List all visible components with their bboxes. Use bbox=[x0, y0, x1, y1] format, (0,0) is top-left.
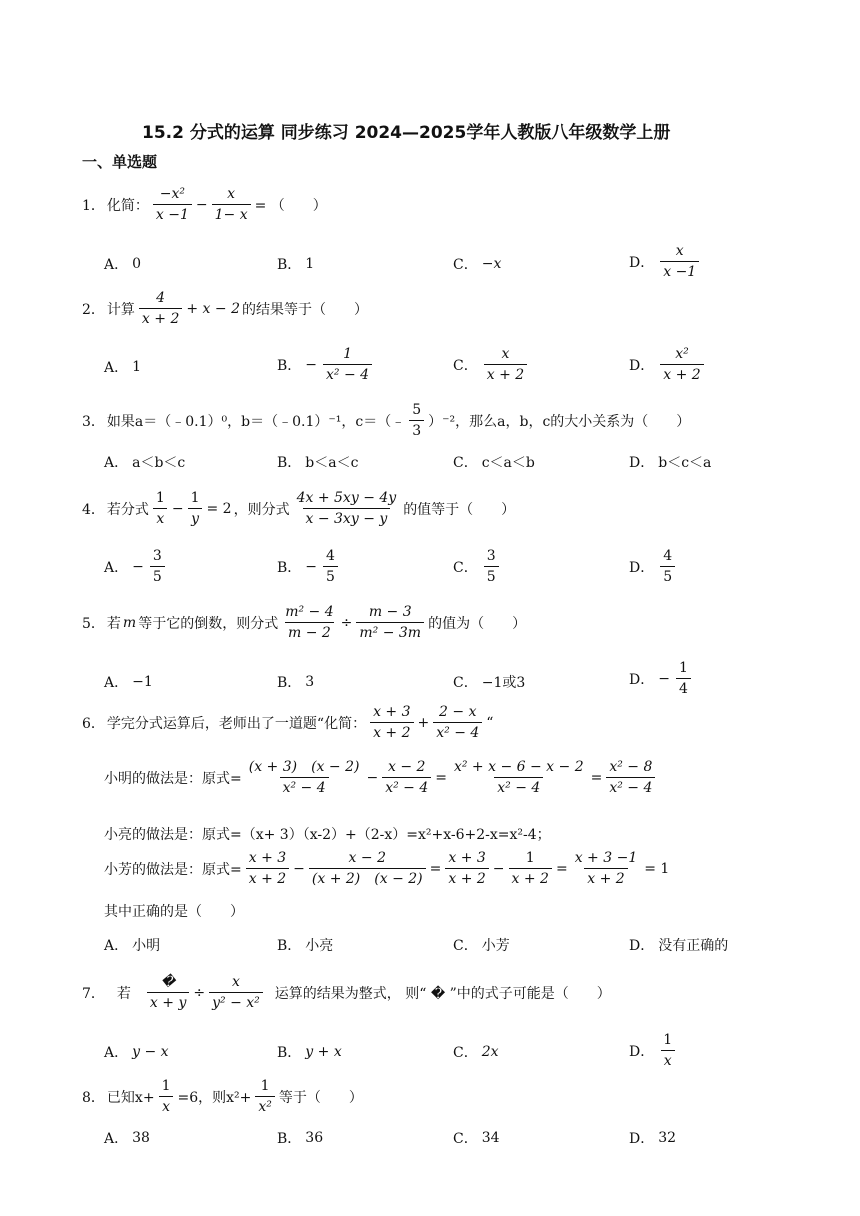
option-a[interactable] bbox=[104, 1042, 169, 1062]
question-number: 6． bbox=[82, 715, 105, 732]
question-tail: 的结果等于（ ） bbox=[241, 301, 368, 318]
option-text: A． bbox=[104, 559, 129, 576]
question-text: 若分式 bbox=[106, 501, 149, 518]
option-text: D． bbox=[629, 559, 655, 576]
question-tail: 的值等于（ ） bbox=[403, 501, 516, 518]
option-text: D． bbox=[629, 938, 655, 954]
denominator: 3 bbox=[409, 420, 424, 439]
option-text: x + 2 bbox=[660, 364, 703, 383]
option-b[interactable] bbox=[277, 452, 358, 472]
numerator: x − 2 bbox=[348, 850, 386, 866]
option-text: B． bbox=[277, 938, 302, 954]
question-number: 7． bbox=[82, 985, 105, 1002]
operator: − bbox=[366, 769, 379, 786]
fraction bbox=[212, 186, 251, 223]
option-text: a＜b＜c bbox=[132, 455, 186, 471]
question-2 bbox=[82, 290, 368, 327]
option-c[interactable] bbox=[453, 1042, 499, 1062]
option-text: 小亮 bbox=[305, 938, 334, 954]
fraction bbox=[147, 974, 189, 1011]
operator: = 2 bbox=[206, 500, 232, 517]
numerator: 1 bbox=[161, 1078, 171, 1094]
operator: = bbox=[435, 769, 447, 786]
numerator: x − 2 bbox=[387, 759, 426, 775]
option-text: 3 bbox=[305, 674, 315, 690]
option-d[interactable] bbox=[629, 452, 711, 472]
operator: = bbox=[429, 860, 442, 877]
question-tail: 等于（ ） bbox=[278, 1089, 363, 1106]
numerator: x² + x − 6 − x − 2 bbox=[453, 759, 584, 775]
option-text: y + x bbox=[305, 1044, 342, 1060]
numerator: m − 3 bbox=[368, 604, 412, 620]
question-text: 化简： bbox=[106, 197, 149, 214]
question-tail: “ bbox=[486, 714, 494, 731]
option-text: C． bbox=[453, 455, 478, 471]
denominator: y bbox=[188, 508, 202, 527]
option-a[interactable] bbox=[104, 254, 141, 274]
question-number: 5． bbox=[82, 615, 105, 632]
fraction bbox=[382, 759, 431, 796]
question-text: 已知x+ bbox=[106, 1089, 155, 1106]
option-text: 3 bbox=[486, 548, 496, 564]
question-6-prompt: 其中正确的是（ ） bbox=[104, 904, 244, 920]
fraction bbox=[159, 1078, 174, 1115]
option-b[interactable] bbox=[277, 672, 314, 692]
fraction bbox=[572, 850, 641, 887]
option-b[interactable] bbox=[277, 548, 340, 585]
option-text: 0 bbox=[132, 256, 142, 272]
option-text: D． bbox=[629, 455, 655, 471]
question-text: 若 bbox=[116, 985, 131, 1002]
option-text: x² − 4 bbox=[323, 364, 372, 383]
question-5 bbox=[82, 604, 526, 641]
option-text: 2x bbox=[481, 1044, 499, 1060]
fraction bbox=[451, 759, 587, 796]
question-text: =6，则x²+ bbox=[177, 1089, 252, 1106]
option-b[interactable] bbox=[277, 1128, 323, 1148]
question-tail: ）⁻²，那么a，b，c的大小关系为（ ） bbox=[428, 413, 691, 430]
denominator: x² − 4 bbox=[494, 777, 543, 796]
option-text: D． bbox=[629, 1131, 655, 1147]
question-text: ，则分式 bbox=[233, 501, 290, 518]
option-text: C． bbox=[453, 257, 478, 273]
denominator: x + y bbox=[147, 992, 189, 1011]
option-fraction bbox=[150, 548, 165, 585]
fraction bbox=[209, 974, 263, 1011]
option-text: C． bbox=[453, 1131, 478, 1147]
numerator: 1 bbox=[260, 1078, 270, 1094]
question-number: 1． bbox=[82, 197, 105, 214]
denominator: m − 2 bbox=[285, 622, 334, 641]
option-text: 没有正确的 bbox=[658, 938, 729, 954]
question-number: 3． bbox=[82, 413, 105, 430]
option-text: 38 bbox=[132, 1130, 150, 1146]
denominator: x² − 4 bbox=[433, 722, 482, 741]
option-text: b＜c＜a bbox=[658, 455, 712, 471]
option-text: D． bbox=[629, 1043, 655, 1060]
fraction bbox=[606, 759, 655, 796]
option-text: A． bbox=[104, 938, 129, 954]
option-text: 1 bbox=[663, 1032, 673, 1048]
question-tail: 的值为（ ） bbox=[428, 615, 527, 632]
fraction bbox=[509, 850, 552, 887]
fraction bbox=[433, 704, 482, 741]
option-text: x bbox=[501, 346, 510, 362]
option-fraction bbox=[660, 1032, 675, 1069]
option-text: 1 bbox=[343, 346, 353, 362]
question-number: 2． bbox=[82, 301, 105, 318]
option-d[interactable] bbox=[629, 243, 701, 280]
denominator: x −1 bbox=[153, 204, 192, 223]
operator: = bbox=[590, 769, 603, 786]
denominator: 1− x bbox=[212, 204, 251, 223]
option-fraction bbox=[676, 660, 691, 697]
option-text: y − x bbox=[132, 1044, 169, 1060]
option-text: C． bbox=[453, 675, 478, 691]
numerator: � bbox=[160, 974, 176, 990]
option-a[interactable] bbox=[104, 357, 141, 377]
option-fraction bbox=[660, 243, 699, 280]
denominator: x + 2 bbox=[584, 868, 627, 887]
option-b[interactable] bbox=[277, 254, 314, 274]
fraction bbox=[153, 186, 192, 223]
option-text: C． bbox=[453, 357, 478, 374]
option-text: − bbox=[305, 356, 318, 373]
option-text: − bbox=[305, 558, 318, 575]
option-a[interactable] bbox=[104, 1128, 150, 1148]
question-tail: = （ ） bbox=[254, 197, 327, 214]
question-tail: 运算的结果为整式， 则“ � ”中的式子可能是（ ） bbox=[274, 985, 611, 1002]
denominator: x + 2 bbox=[445, 868, 488, 887]
option-text: B． bbox=[277, 1131, 302, 1147]
fraction bbox=[282, 604, 336, 641]
option-c[interactable] bbox=[453, 452, 535, 472]
option-a[interactable] bbox=[104, 548, 167, 585]
numerator: −x² bbox=[159, 186, 186, 202]
fraction bbox=[309, 850, 426, 887]
option-fraction bbox=[323, 346, 372, 383]
question-8 bbox=[82, 1078, 363, 1115]
option-text: A． bbox=[104, 360, 129, 376]
solution-label: 小芳的做法是：原式= bbox=[104, 861, 242, 878]
option-text: C． bbox=[453, 1045, 478, 1061]
option-text: B． bbox=[277, 559, 302, 576]
numerator: 2 − x bbox=[439, 704, 477, 720]
denominator: x² bbox=[255, 1096, 275, 1115]
denominator: x bbox=[153, 508, 167, 527]
denominator: x² − 4 bbox=[606, 777, 655, 796]
option-text: D． bbox=[629, 357, 655, 374]
option-a[interactable] bbox=[104, 935, 160, 955]
option-c[interactable] bbox=[453, 1128, 500, 1148]
fraction bbox=[255, 1078, 275, 1115]
denominator: x² − 4 bbox=[280, 777, 329, 796]
fraction bbox=[153, 490, 168, 527]
option-text: b＜a＜c bbox=[305, 455, 359, 471]
denominator: x − 3xy − y bbox=[303, 508, 391, 527]
option-fraction bbox=[484, 548, 499, 585]
numerator: x + 3 −1 bbox=[574, 850, 638, 866]
fraction bbox=[409, 402, 424, 439]
numerator: x² − 8 bbox=[609, 759, 653, 775]
option-fraction bbox=[660, 346, 703, 383]
numerator: 5 bbox=[412, 402, 422, 418]
denominator: x + 2 bbox=[509, 868, 552, 887]
option-text: x −1 bbox=[660, 261, 699, 280]
denominator: (x + 2) (x − 2) bbox=[309, 868, 426, 887]
fraction bbox=[356, 604, 424, 641]
option-text: − bbox=[132, 558, 144, 575]
operator: − bbox=[293, 860, 305, 877]
option-text: 1 bbox=[305, 256, 315, 272]
operator: = 1 bbox=[644, 860, 670, 877]
operator: = bbox=[555, 860, 568, 877]
option-text: 小芳 bbox=[481, 938, 510, 954]
xiaofang-solution bbox=[104, 850, 669, 887]
option-text: x bbox=[661, 1050, 675, 1069]
fraction bbox=[445, 850, 488, 887]
option-text: 32 bbox=[658, 1130, 677, 1146]
option-c[interactable] bbox=[453, 346, 529, 383]
question-4 bbox=[82, 490, 515, 527]
option-b[interactable] bbox=[277, 1042, 342, 1062]
option-text: − bbox=[658, 670, 670, 687]
operator: − bbox=[171, 500, 184, 517]
option-fraction bbox=[484, 346, 527, 383]
numerator: 1 bbox=[525, 850, 535, 866]
denominator: y² − x² bbox=[209, 992, 263, 1011]
question-text: 计算 bbox=[106, 301, 135, 318]
option-text: B． bbox=[277, 455, 302, 471]
operator: + bbox=[417, 714, 430, 731]
option-text: −1或3 bbox=[481, 675, 526, 691]
option-text: x² bbox=[675, 346, 689, 362]
option-text: 4 bbox=[326, 548, 335, 564]
option-text: 5 bbox=[323, 566, 338, 585]
option-text: 5 bbox=[150, 566, 165, 585]
operator: − bbox=[492, 860, 505, 877]
option-text: A． bbox=[104, 1045, 129, 1061]
option-text: D． bbox=[629, 254, 655, 271]
denominator: x + 2 bbox=[139, 308, 182, 327]
question-1 bbox=[82, 186, 327, 223]
operator: − bbox=[195, 196, 208, 213]
numerator: x bbox=[227, 186, 236, 202]
option-text: A． bbox=[104, 1131, 129, 1147]
fraction bbox=[370, 704, 413, 741]
numerator: x + 3 bbox=[248, 850, 287, 866]
option-text: B． bbox=[277, 357, 302, 374]
option-text: 34 bbox=[481, 1130, 500, 1146]
option-text: c＜a＜b bbox=[481, 455, 535, 471]
xiaoliang-solution: 小亮的做法是：原式=（x+ 3）（x-2）+（2-x）=x²+x-6+2-x=x²-4； bbox=[104, 827, 551, 843]
option-b[interactable] bbox=[277, 346, 374, 383]
option-text: 1 bbox=[132, 359, 142, 375]
numerator: x bbox=[231, 974, 240, 990]
numerator: 4 bbox=[156, 290, 166, 306]
option-text: 4 bbox=[676, 678, 691, 697]
option-d[interactable] bbox=[629, 1128, 676, 1148]
question-text: 若 bbox=[106, 615, 121, 632]
option-c[interactable] bbox=[453, 254, 501, 274]
question-text: 如果a＝（﹣0.1）⁰，b＝（﹣0.1）⁻¹，c＝（﹣ bbox=[106, 413, 406, 430]
option-fraction bbox=[660, 548, 675, 585]
fraction bbox=[139, 290, 182, 327]
operator: ÷ bbox=[340, 614, 353, 631]
fraction bbox=[246, 759, 363, 796]
option-text: B． bbox=[277, 1045, 302, 1061]
option-d[interactable] bbox=[629, 660, 693, 697]
option-c[interactable] bbox=[453, 548, 501, 585]
numerator: x + 3 bbox=[448, 850, 486, 866]
option-text: x bbox=[675, 243, 684, 259]
option-c[interactable] bbox=[453, 672, 525, 692]
option-a[interactable] bbox=[104, 452, 185, 472]
question-3 bbox=[82, 402, 690, 439]
operator: ÷ bbox=[193, 984, 206, 1001]
numerator: 1 bbox=[190, 490, 200, 506]
option-d[interactable] bbox=[629, 935, 728, 955]
denominator: x² − 4 bbox=[382, 777, 431, 796]
question-text: 等于它的倒数，则分式 bbox=[138, 615, 279, 632]
option-text: 小明 bbox=[132, 938, 161, 954]
fraction bbox=[246, 850, 289, 887]
page-title: 15.2 分式的运算 同步练习 2024—2025学年人教版八年级数学上册 bbox=[142, 123, 671, 143]
option-text: 36 bbox=[305, 1130, 324, 1146]
option-c[interactable] bbox=[453, 935, 510, 955]
question-number: 4． bbox=[82, 501, 105, 518]
option-d[interactable] bbox=[629, 548, 677, 585]
question-7 bbox=[82, 974, 611, 1011]
question-number: 8． bbox=[82, 1089, 105, 1106]
denominator: m² − 3m bbox=[356, 622, 424, 641]
option-text: −1 bbox=[132, 674, 153, 690]
option-text: 1 bbox=[678, 660, 688, 676]
numerator: x + 3 bbox=[373, 704, 411, 720]
option-text: 4 bbox=[663, 548, 673, 564]
option-a[interactable] bbox=[104, 672, 153, 692]
option-text: D． bbox=[629, 671, 655, 688]
option-text: 5 bbox=[484, 566, 499, 585]
option-b[interactable] bbox=[277, 935, 333, 955]
denominator: x + 2 bbox=[370, 722, 413, 741]
option-text: B． bbox=[277, 257, 302, 273]
solution-label: 小明的做法是：原式= bbox=[104, 770, 242, 787]
fraction bbox=[294, 490, 400, 527]
option-text: A． bbox=[104, 675, 129, 691]
question-text: 学完分式运算后，老师出了一道题“化简： bbox=[106, 715, 367, 732]
option-text: 5 bbox=[660, 566, 675, 585]
denominator: x bbox=[159, 1096, 173, 1115]
option-text: −x bbox=[481, 256, 502, 272]
option-text: 3 bbox=[152, 548, 162, 564]
option-text: C． bbox=[453, 559, 478, 576]
option-text: B． bbox=[277, 675, 302, 691]
option-text: A． bbox=[104, 257, 129, 273]
numerator: (x + 3) (x − 2) bbox=[248, 759, 360, 775]
expression: + x − 2 bbox=[186, 300, 240, 317]
question-6 bbox=[82, 704, 493, 741]
fraction bbox=[188, 490, 203, 527]
option-text: x + 2 bbox=[484, 364, 527, 383]
option-d[interactable] bbox=[629, 346, 706, 383]
option-text: C． bbox=[453, 938, 478, 954]
numerator: 1 bbox=[155, 490, 165, 506]
option-text: A． bbox=[104, 455, 129, 471]
numerator: m² − 4 bbox=[285, 604, 334, 620]
numerator: 4x + 5xy − 4y bbox=[296, 490, 397, 506]
section-heading: 一、单选题 bbox=[82, 153, 158, 171]
option-d[interactable] bbox=[629, 1032, 677, 1069]
denominator: x + 2 bbox=[246, 868, 289, 887]
variable: m bbox=[122, 614, 137, 631]
option-fraction bbox=[323, 548, 338, 585]
xiaoming-solution bbox=[104, 759, 657, 796]
